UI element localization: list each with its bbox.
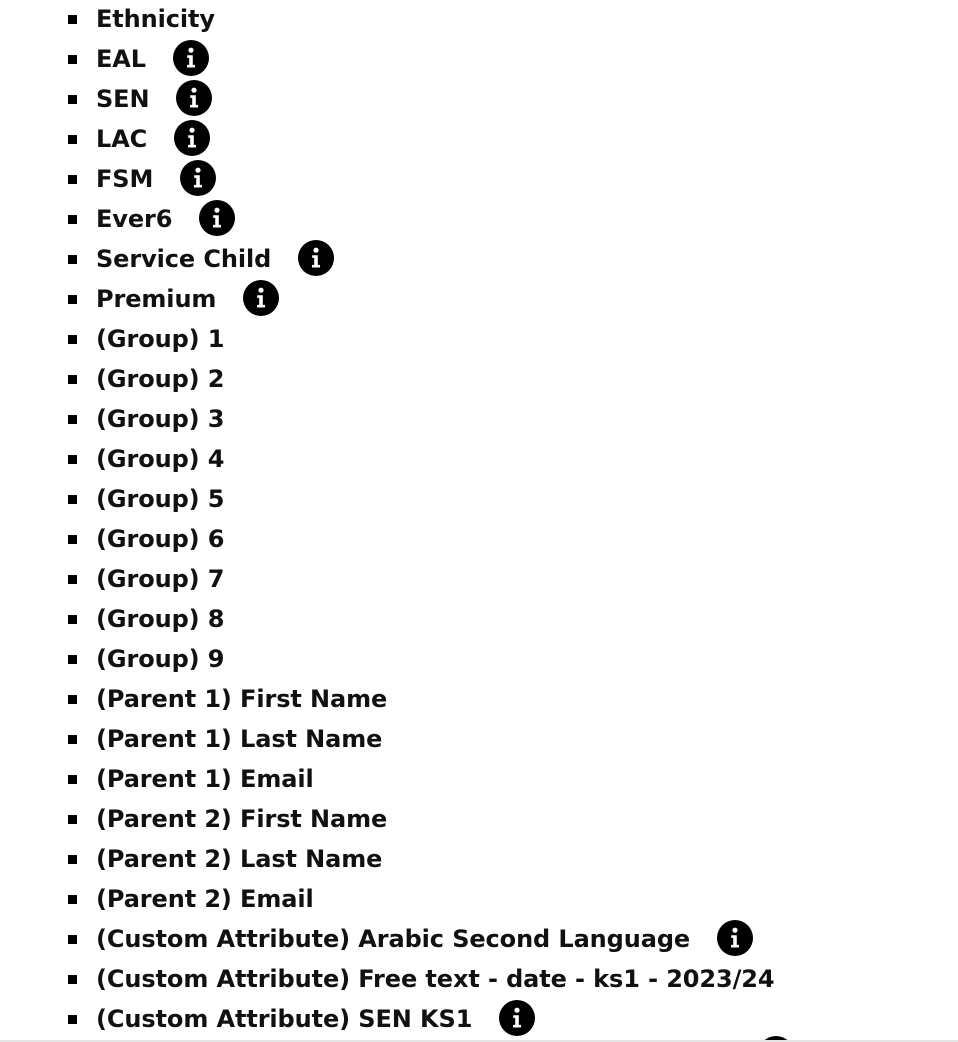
square-bullet xyxy=(68,975,77,984)
list-item xyxy=(68,359,948,399)
list-item xyxy=(68,879,948,919)
field-label: (Group) 8 xyxy=(96,605,225,633)
list-item xyxy=(68,0,948,39)
info-icon[interactable] xyxy=(174,120,210,156)
list-item xyxy=(68,239,948,279)
list-item xyxy=(68,199,948,239)
field-label: (Group) 1 xyxy=(96,325,225,353)
list-item xyxy=(68,119,948,159)
field-label: (Custom Attribute) Arabic Second Language xyxy=(96,925,691,953)
list-item xyxy=(68,959,948,999)
field-label: (Parent 1) Last Name xyxy=(96,725,383,753)
list-item xyxy=(68,999,948,1039)
list-item xyxy=(68,519,948,559)
list-item xyxy=(68,79,948,119)
list-item xyxy=(68,679,948,719)
list-item xyxy=(68,639,948,679)
field-label: LAC xyxy=(96,125,148,153)
square-bullet xyxy=(68,175,77,184)
list-item xyxy=(68,399,948,439)
square-bullet xyxy=(68,255,77,264)
field-label: (Parent 2) Last Name xyxy=(96,845,383,873)
square-bullet xyxy=(68,735,77,744)
field-list xyxy=(68,0,948,1039)
field-label: (Group) 5 xyxy=(96,485,225,513)
list-item xyxy=(68,159,948,199)
field-label: Ethnicity xyxy=(96,5,215,33)
field-label: (Parent 2) First Name xyxy=(96,805,388,833)
field-label: (Custom Attribute) SEN KS1 xyxy=(96,1005,473,1033)
field-label: Premium xyxy=(96,285,217,313)
field-label: Service Child xyxy=(96,245,272,273)
field-label: (Parent 1) Email xyxy=(96,765,314,793)
square-bullet xyxy=(68,695,77,704)
field-label: (Group) 9 xyxy=(96,645,225,673)
field-label: (Group) 3 xyxy=(96,405,225,433)
square-bullet xyxy=(68,495,77,504)
square-bullet xyxy=(68,335,77,344)
square-bullet xyxy=(68,415,77,424)
square-bullet xyxy=(68,215,77,224)
info-icon[interactable] xyxy=(499,1000,535,1036)
square-bullet xyxy=(68,895,77,904)
field-label: FSM xyxy=(96,165,154,193)
square-bullet xyxy=(68,535,77,544)
field-label: Ever6 xyxy=(96,205,173,233)
square-bullet xyxy=(68,15,77,24)
square-bullet xyxy=(68,655,77,664)
info-icon[interactable] xyxy=(298,240,334,276)
list-item xyxy=(68,719,948,759)
field-label: (Parent 1) First Name xyxy=(96,685,388,713)
info-icon[interactable] xyxy=(176,80,212,116)
field-label: (Group) 7 xyxy=(96,565,225,593)
field-label: (Group) 4 xyxy=(96,445,225,473)
square-bullet xyxy=(68,775,77,784)
info-icon[interactable] xyxy=(243,280,279,316)
square-bullet xyxy=(68,95,77,104)
field-label: SEN xyxy=(96,85,150,113)
square-bullet xyxy=(68,295,77,304)
field-label: (Group) 6 xyxy=(96,525,225,553)
list-item xyxy=(68,799,948,839)
square-bullet xyxy=(68,1015,77,1024)
field-label: (Parent 2) Email xyxy=(96,885,314,913)
field-label: (Group) 2 xyxy=(96,365,225,393)
square-bullet xyxy=(68,455,77,464)
info-icon[interactable] xyxy=(717,920,753,956)
list-item xyxy=(68,839,948,879)
square-bullet xyxy=(68,815,77,824)
list-item xyxy=(68,479,948,519)
list-item xyxy=(68,279,948,319)
square-bullet xyxy=(68,135,77,144)
list-item xyxy=(68,759,948,799)
list-item xyxy=(68,599,948,639)
list-item xyxy=(68,559,948,599)
info-icon[interactable] xyxy=(173,40,209,76)
field-label: EAL xyxy=(96,45,146,73)
info-icon[interactable] xyxy=(199,200,235,236)
square-bullet xyxy=(68,935,77,944)
square-bullet xyxy=(68,55,77,64)
square-bullet xyxy=(68,575,77,584)
list-item xyxy=(68,919,948,959)
square-bullet xyxy=(68,615,77,624)
list-item xyxy=(68,39,948,79)
field-label: (Custom Attribute) Free text - date - ks1 - 2023/24 xyxy=(96,965,775,993)
square-bullet xyxy=(68,375,77,384)
square-bullet xyxy=(68,855,77,864)
list-item xyxy=(68,319,948,359)
info-icon[interactable] xyxy=(180,160,216,196)
list-item xyxy=(68,439,948,479)
